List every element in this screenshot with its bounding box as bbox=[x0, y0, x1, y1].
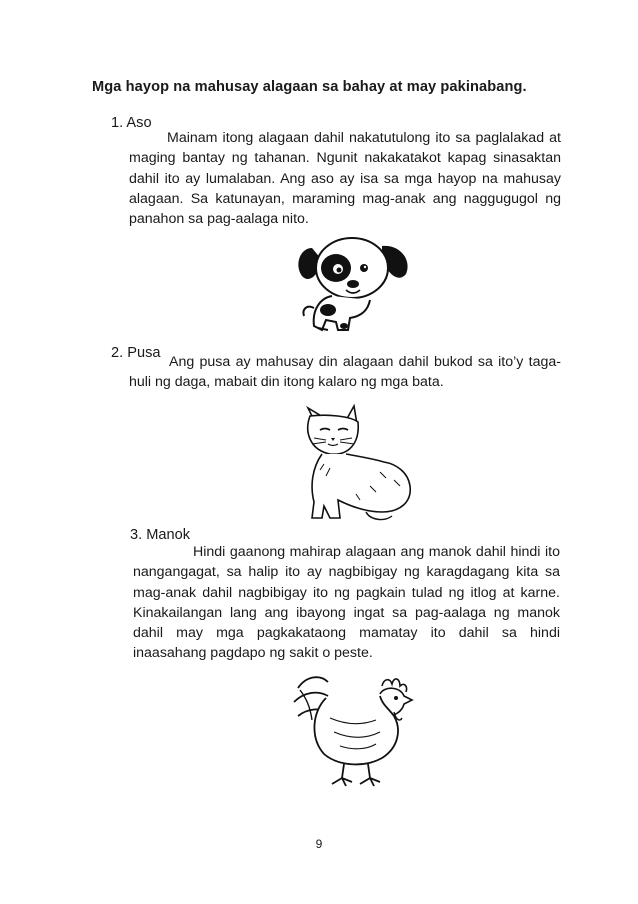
paragraph-pusa: Ang pusa ay mahusay din alagaan dahil bukod sa ito’y taga-huli ng daga, mabait din itong kalaro ng mga bata. bbox=[129, 354, 561, 391]
item-label-aso: 1. Aso bbox=[111, 115, 152, 131]
item-label-manok: 3. Manok bbox=[130, 527, 191, 543]
paragraph-manok: Hindi gaanong mahirap alagaan ang manok dahil hindi ito nangangagat, sa halip ito ay nagbibigay ng karagdagang kita sa mag-anak dahil nagbibigay ito ng pagkain tulad ng itlog at karne. Kinakailangan lang ang ibayong ingat sa pag-aalaga ng manok dahil may mga pagkakataong mamatay ito dahil sa hindi inaasahang pagdapo ng sakit o peste. bbox=[133, 544, 560, 662]
item-label-pusa: 2. Pusa bbox=[111, 345, 161, 361]
chicken-illustration-icon bbox=[290, 668, 424, 790]
cat-illustration-icon bbox=[300, 402, 418, 526]
page-title: Mga hayop na mahusay alagaan sa bahay at may pakinabang. bbox=[92, 79, 527, 95]
paragraph-aso: Mainam itong alagaan dahil nakatutulong ito sa paglalakad at maging bantay ng tahanan. Ngunit nakakatakot kapag sinasaktan dahil ito ay lumalaban. Ang aso ay isa sa mga hayop na mahusay alagaan. Sa katunayan, maraming mag-anak ang naggugugol ng panahon sa pag-aalaga nito. bbox=[129, 130, 561, 228]
dog-illustration-icon bbox=[290, 230, 420, 340]
page-number: 9 bbox=[315, 837, 323, 851]
